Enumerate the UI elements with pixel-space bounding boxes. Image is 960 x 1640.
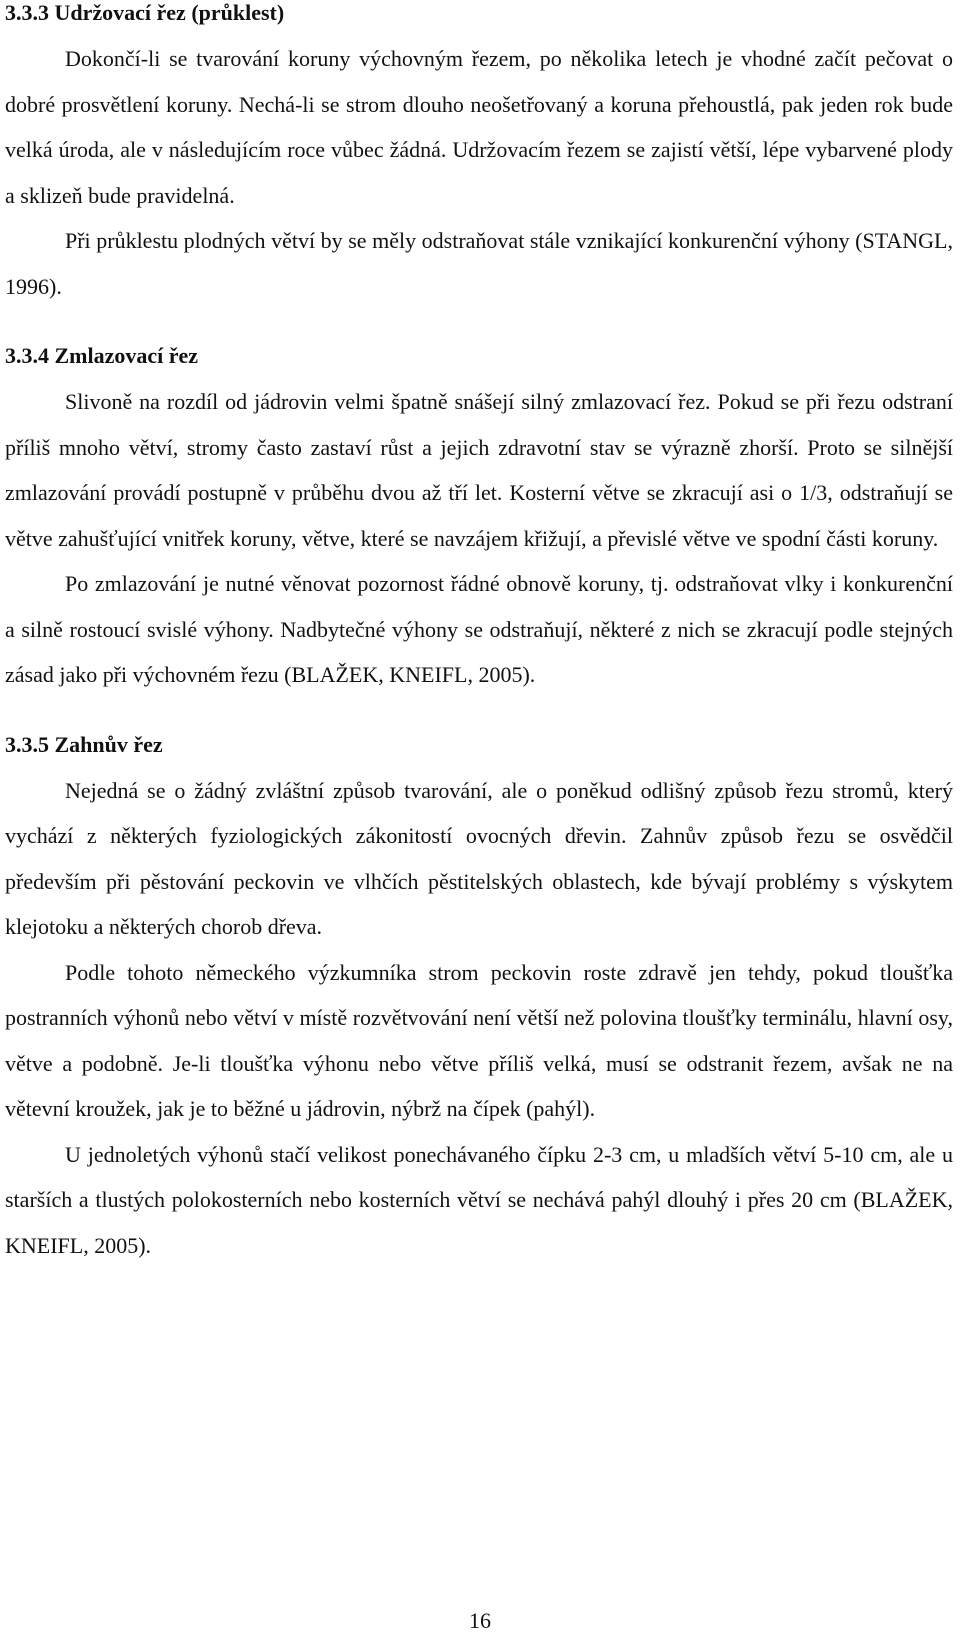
- paragraph: Po zmlazování je nutné věnovat pozornost řádné obnově koruny, tj. odstraňovat vlky i konkurenční a silně rostoucí svislé výhony. Nadbytečné výhony se odstraňují, některé z nich se zkracují podle stejných zásad jako při výchovném řezu (BLAŽEK, KNEIFL, 2005).: [5, 571, 953, 687]
- paragraph: Podle tohoto německého výzkumníka strom peckovin roste zdravě jen tehdy, pokud tloušťka postranních výhonů nebo větví v místě rozvětvování není větší než polovina tloušťky terminálu, hlavní osy, větve a podobně. Je-li tloušťka výhonu nebo větve příliš velká, musí se odstranit řezem, avšak ne na větevní kroužek, jak je to běžné u jádrovin, nýbrž na čípek (pahýl).: [5, 959, 953, 1121]
- page-content: [5, 0, 953, 1268]
- paragraph: U jednoletých výhonů stačí velikost ponechávaného čípku 2-3 cm, u mladších větví 5-10 cm, ale u starších a tlustých polokosterních nebo kosterních větví se nechává pahýl dlouhý i přes 20 cm (BLAŽEK, KNEIFL, 2005).: [5, 1141, 953, 1258]
- paragraph: Dokončí-li se tvarování koruny výchovným řezem, po několika letech je vhodné začít pečovat o dobré prosvětlení koruny. Nechá-li se strom dlouho neošetřovaný a koruna přehoustlá, pak jeden rok bude velká úroda, ale v následujícím roce vůbec žádná. Udržovacím řezem se zajistí větší, lépe vybarvené plody a sklizeň bude pravidelná.: [5, 46, 953, 208]
- page-number: 16: [469, 1608, 491, 1633]
- section-heading-zahnuv-rez: 3.3.5 Zahnův řez: [5, 731, 163, 757]
- paragraph: Nejedná se o žádný zvláštní způsob tvarování, ale o poněkud odlišný způsob řezu stromů, který vychází z některých fyziologických zákonitostí ovocných dřevin. Zahnův způsob řezu se osvědčil především při pěstování peckovin ve vlhčích pěstitelských oblastech, kde bývají problémy s výskytem klejotoku a některých chorob dřeva.: [5, 777, 953, 939]
- section-body-zmlazovaci-rez: [5, 379, 953, 698]
- section-body-udrzovaci-rez: [5, 36, 953, 309]
- section-body-zahnuv-rez: [5, 768, 953, 1269]
- paragraph: Při průklestu plodných větví by se měly odstraňovat stále vznikající konkurenční výhony (STANGL, 1996).: [5, 228, 953, 299]
- section-heading-udrzovaci-rez: 3.3.3 Udržovací řez (průklest): [5, 0, 285, 25]
- section-heading-zmlazovaci-rez: 3.3.4 Zmlazovací řez: [5, 343, 199, 368]
- paragraph: Slivoně na rozdíl od jádrovin velmi špatně snášejí silný zmlazovací řez. Pokud se při řezu odstraní příliš mnoho větví, stromy často zastaví růst a jejich zdravotní stav se výrazně zhorší. Proto se silnější zmlazování provádí postupně v průběhu dvou až tří let. Kosterní větve se zkracují asi o 1/3, odstraňují se větve zahušťující vnitřek koruny, větve, které se navzájem křižují, a převislé větve ve spodní části koruny.: [5, 389, 953, 551]
